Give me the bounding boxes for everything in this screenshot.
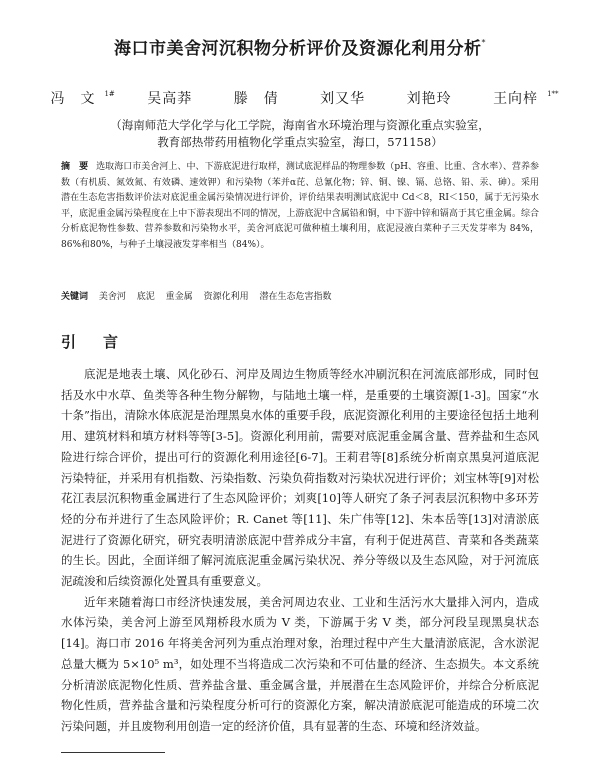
author (225, 91, 288, 107)
author-list (0, 88, 600, 108)
keyword: 资源化利用 (203, 292, 249, 302)
abstract-label: 摘 要 (61, 162, 89, 172)
keyword: 重金属 (165, 292, 193, 302)
keyword: 底泥 (136, 292, 155, 302)
paper-title (0, 34, 600, 59)
author (398, 91, 461, 107)
author-mark: 1** (547, 90, 559, 98)
keywords (61, 289, 539, 302)
keyword: 潜在生态危害指数 (259, 292, 332, 302)
author-name: 冯 文 (50, 91, 96, 107)
author-name: 刘艳玲 (406, 91, 452, 107)
section-heading-introduction: 引 言 (61, 333, 125, 351)
author (138, 91, 201, 107)
author (41, 91, 114, 107)
abstract (61, 160, 539, 254)
keywords-label: 关键词 (61, 292, 89, 302)
author (311, 91, 374, 107)
author-name: 王向梓 (493, 91, 539, 107)
title-text: 海口市美舍河沉积物分析评价及资源化利用分析 (114, 39, 482, 59)
body-text (61, 364, 539, 737)
affiliation-line-1: （海南师范大学化学与化工学院，海南省水环境治理与资源化重点实验室， (110, 118, 490, 132)
paragraph: 底泥是地表土壤、风化砂石、河岸及周边生物质等经水冲刷沉积在河流底部形成，同时包括及水中水草、鱼类等各种生物分解物，与陆地土壤一样，是重要的土壤资源[1-3]。国家“水十条”指出，清除水体底泥是治理黑臭水体的重要手段，底泥资源化利用的主要途径包括土地利用、建筑材料和填方材料等等[3-5]。资源化利用前，需要对底泥重金属含量、营养盐和生态风险进行综合评价，提出可行的资源化利用途径[6-7]。王莉君等[8]系统分析南京黑臭河道底泥污染特征，并采用有机指数、污染指数、污染负荷指数对污染状况进行评价；刘宝林等[9]对松花江表层沉积物重金属进行了生态风险评价；刘爽[10]等人研究了条子河表层沉积物中多环芳烃的分布并进行了生态风险评价；R. Canet 等[11]、朱广伟等[12]、朱本岳等[13]对清淤底泥进行了资源化研究，研究表明清淤底泥中营养成分丰富，有利于促进莴苣、青菜和各类蔬菜的生长。因此，全面详细了解河流底泥重金属污染状况、养分等级以及生态风险，对于河流底泥疏浚和后续资源化处置具有重要意义。 (61, 367, 539, 589)
footnote-divider (61, 752, 165, 753)
abstract-text: 选取海口市美舍河上、中、下游底泥进行取样，测试底泥样品的物理参数（pH、容重、比重、含水率）、营养参数（有机质、氮效氮、有效磷、速效钾）和污染物（苯并α芘、总氰化物；锌、铜、镍、镉、总铬、铅、汞、砷）。采用潜在生态危害指数评价法对底泥重金属污染情况进行评价，评价结果表明测试底泥中 Cd＜8，RI＜150，属于无污染水平，底泥重金属污染程度在上中下游表现出不同的情况，上游底泥中含属铅和铜，中下游中锌和镉高于其它重金属。综合分析底泥物性参数、营养参数和污染物水平，美舍河底泥可做种植土壤利用，底泥浸液白菜种子三天发芽率为 84%，86%和80%，与种子土壤浸液发芽率相当（84%）。 (61, 162, 539, 250)
title-footnote-mark: * (481, 38, 486, 47)
affiliation-line-2: 教育部热带药用植物化学重点实验室，海口，571158） (157, 135, 443, 149)
author-name: 吴高莽 (147, 91, 193, 107)
author-mark: 1# (104, 90, 115, 98)
keyword: 美舍河 (98, 292, 126, 302)
author-name: 刘又华 (320, 91, 366, 107)
author-name: 滕 倩 (233, 91, 279, 107)
author (484, 91, 558, 107)
paragraph: 近年来随着海口市经济快速发展，美舍河周边农业、工业和生活污水大量排入河内，造成水体污染，美舍河上游至风翔桥段水质为 V 类，下游属于劣 V 类，部分河段呈现黑臭状态[14]。海口市 2016 年将美舍河列为重点治理对象，治理过程中产生大量清淤底泥，含水淤泥总量大概为 5×10⁵ m³，如处理不当将造成二次污染和不可估量的经济、生态损失。本文系统分析清淤底泥物化性质、营养盐含量、重金属含量，并展潜在生态风险评价，并综合分析底泥物化性质，营养盐含量和污染程度分析可行的资源化方案，解决清淤底泥可能造成的环境二次污染问题，并且废物利用创造一定的经济价值，具有显著的生态、环境和经济效益。 (61, 594, 539, 733)
